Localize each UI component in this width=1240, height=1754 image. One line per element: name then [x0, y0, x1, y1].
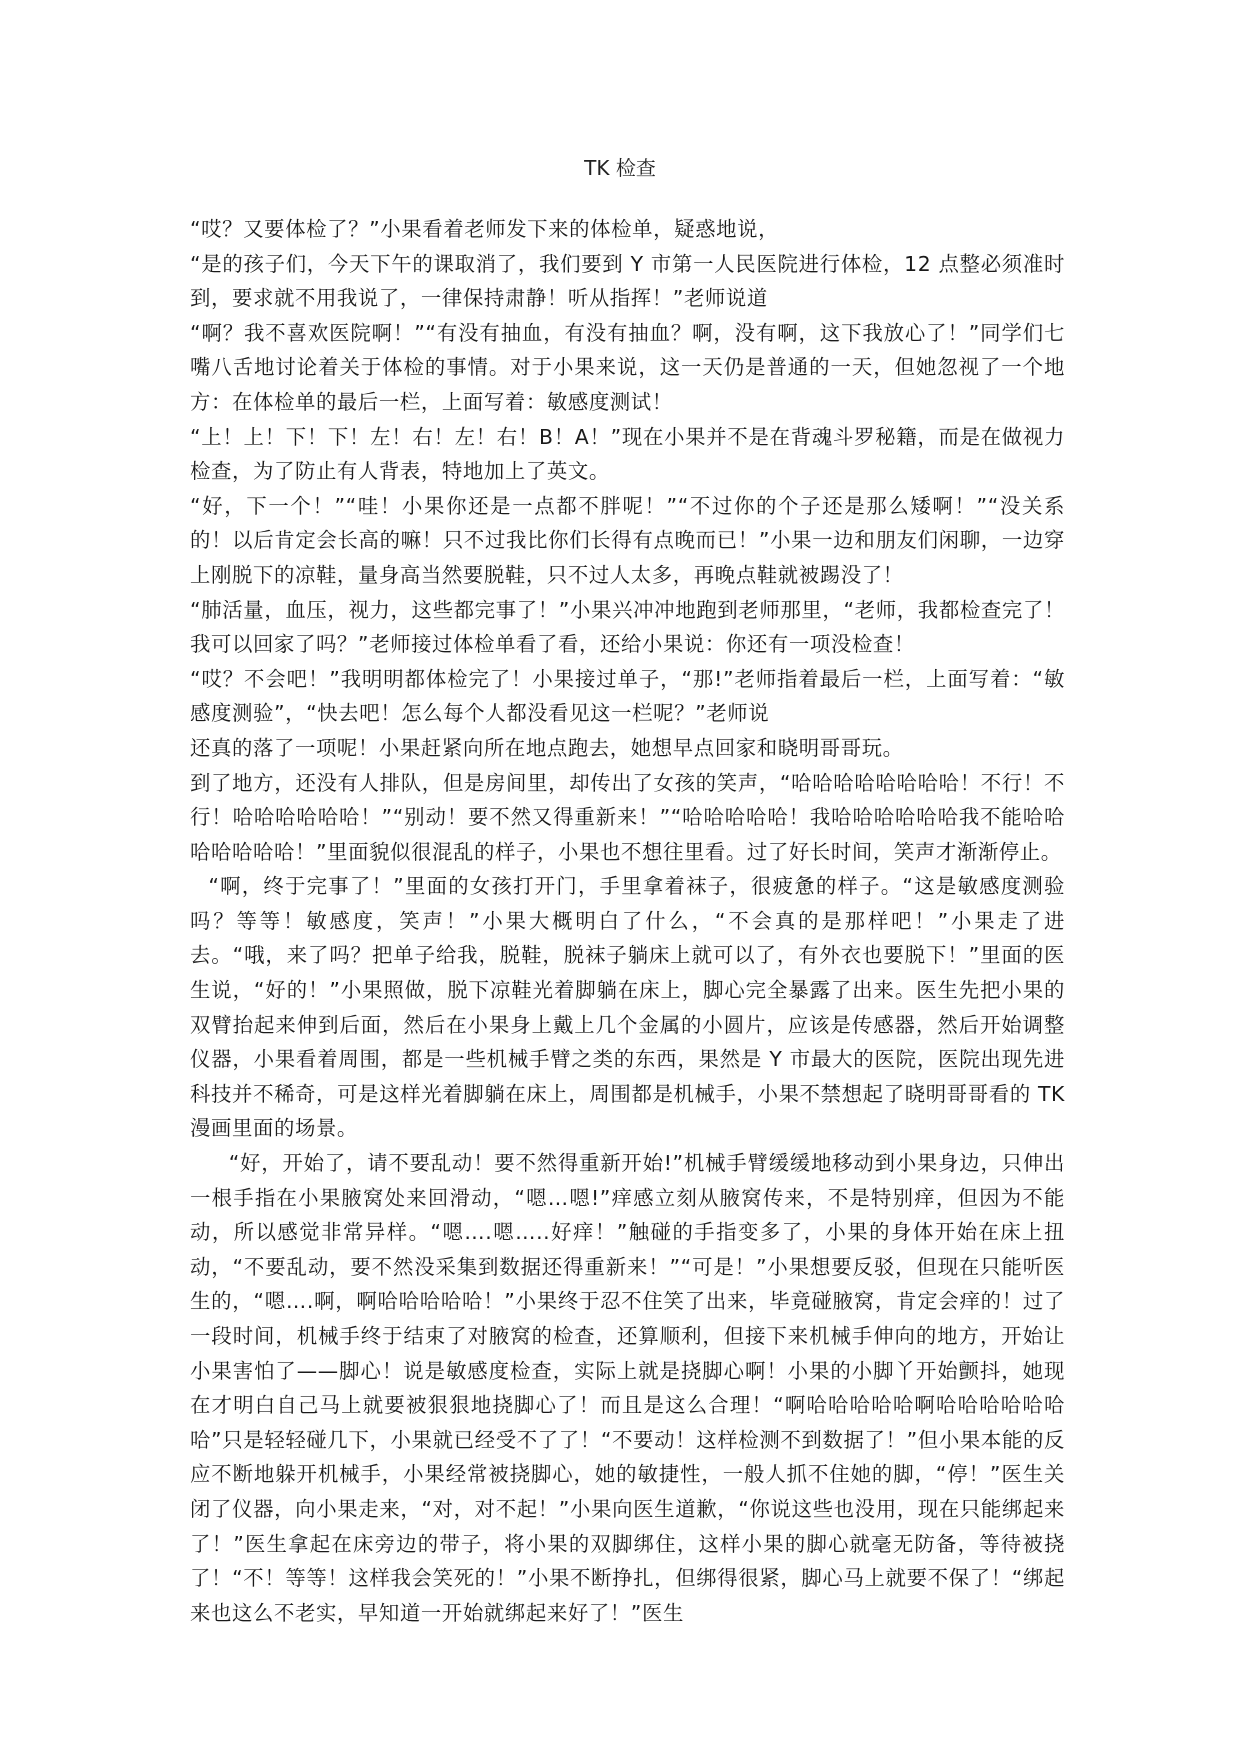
paragraph-8: 还真的落了一项呢！小果赶紧向所在地点跑去，她想早点回家和晓明哥哥玩。	[190, 735, 904, 760]
paragraph-7: “哎？不会吧！”我明明都体检完了！小果接过单子，“那!”老师指着最后一栏，上面写着：“敏感度测验”，“快去吧！怎么每个人都没看见这一栏呢？”老师说	[190, 666, 1065, 726]
paragraph-2: “是的孩子们，今天下午的课取消了，我们要到 Y 市第一人民医院进行体检，12 点整必须准时到，要求就不用我说了，一律保持肃静！听从指挥！”老师说道	[190, 251, 1065, 311]
paragraph-4: “上！上！下！下！左！右！左！右！B！A！”现在小果并不是在背魂斗罗秘籍，而是在做视力检查，为了防止有人背表，特地加上了英文。	[190, 424, 1065, 484]
paragraph-9: 到了地方，还没有人排队，但是房间里，却传出了女孩的笑声，“哈哈哈哈哈哈哈哈！不行！不行！哈哈哈哈哈哈！”“别动！要不然又得重新来！”“哈哈哈哈哈！我哈哈哈哈哈哈我不能哈哈哈哈哈哈哈！”里面貌似很混乱的样子，小果也不想往里看。过了好长时间，笑声才渐渐停止。	[190, 770, 1065, 864]
paragraph-5: “好，下一个！”“哇！小果你还是一点都不胖呢！”“不过你的个子还是那么矮啊！”“没关系的！以后肯定会长高的嘛！只不过我比你们长得有点晚而已！”小果一边和朋友们闲聊，一边穿上刚脱下的凉鞋，量身高当然要脱鞋，只不过人太多，再晚点鞋就被踢没了！	[190, 493, 1065, 587]
document-body	[190, 212, 1065, 1630]
paragraph-6: “肺活量，血压，视力，这些都完事了！”小果兴冲冲地跑到老师那里，“老师，我都检查完了！我可以回家了吗？”老师接过体检单看了看，还给小果说：你还有一项没检查！	[190, 597, 1065, 657]
paragraph-1: “哎？又要体检了？”小果看着老师发下来的体检单，疑惑地说，	[190, 217, 780, 241]
document-title: TK 检查	[584, 156, 656, 180]
paragraph-11: “好，开始了，请不要乱动！要不然得重新开始!”机械手臂缓缓地移动到小果身边，只伸出一根手指在小果腋窝处来回滑动，“嗯…嗯!”痒感立刻从腋窝传来，不是特别痒，但因为不能动，所以感觉非常异样。“嗯….嗯…..好痒！”触碰的手指变多了，小果的身体开始在床上扭动，“不要乱动，要不然没采集到数据还得重新来！”“可是！”小果想要反驳，但现在只能听医生的，“嗯….啊，啊哈哈哈哈哈！”小果终于忍不住笑了出来，毕竟碰腋窝，肯定会痒的！过了一段时间，机械手终于结束了对腋窝的检查，还算顺利，但接下来机械手伸向的地方，开始让小果害怕了——脚心！说是敏感度检查，实际上就是挠脚心啊！小果的小脚丫开始颤抖，她现在才明白自己马上就要被狠狠地挠脚心了！而且是这么合理！“啊哈哈哈哈哈啊哈哈哈哈哈哈哈”只是轻轻碰几下，小果就已经受不了了！“不要动！这样检测不到数据了！”但小果本能的反应不断地躲开机械手，小果经常被挠脚心，她的敏捷性，一般人抓不住她的脚，“停！”医生关闭了仪器，向小果走来，“对，对不起！”小果向医生道歉，“你说这些也没用，现在只能绑起来了！”医生拿起在床旁边的带子，将小果的双脚绑住，这样小果的脚心就毫无防备，等待被挠了！“不！等等！这样我会笑死的！”小果不断挣扎，但绑得很紧，脚心马上就要不保了！“绑起来也这么不老实，早知道一开始就绑起来好了！”医生	[190, 1151, 1065, 1625]
paragraph-3: “啊？我不喜欢医院啊！”“有没有抽血，有没有抽血？啊，没有啊，这下我放心了！”同学们七嘴八舌地讨论着关于体检的事情。对于小果来说，这一天仍是普通的一天，但她忽视了一个地方：在体检单的最后一栏，上面写着：敏感度测试！	[190, 320, 1065, 414]
paragraph-10: “啊，终于完事了！”里面的女孩打开门，手里拿着袜子，很疲惫的样子。“这是敏感度测验吗？等等！敏感度，笑声！”小果大概明白了什么，“不会真的是那样吧！”小果走了进去。“哦，来了吗？把单子给我，脱鞋，脱袜子躺床上就可以了，有外衣也要脱下！”里面的医生说，“好的！”小果照做，脱下凉鞋光着脚躺在床上，脚心完全暴露了出来。医生先把小果的双臂抬起来伸到后面，然后在小果身上戴上几个金属的小圆片，应该是传感器，然后开始调整仪器，小果看着周围，都是一些机械手臂之类的东西，果然是 Y 市最大的医院，医院出现先进科技并不稀奇，可是这样光着脚躺在床上，周围都是机械手，小果不禁想起了晓明哥哥看的 TK 漫画里面的场景。	[190, 874, 1065, 1141]
